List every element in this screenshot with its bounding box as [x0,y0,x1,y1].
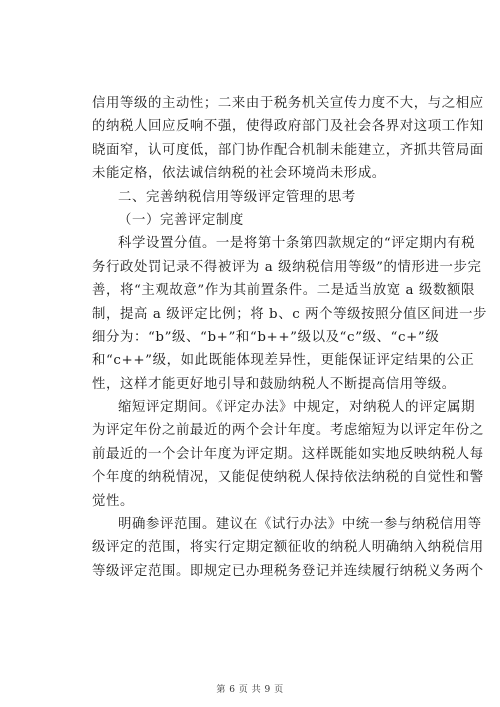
text-line: 前最近的一个会计年度为评定期。这样既能如实地反映纳税人每 [92,446,484,462]
text-line: 科学设置分值。一是将第十条第四款规定的“评定期内有税 [118,236,476,252]
text-line: 级评定的范围，将实行定期定额征收的纳税人明确纳入纳税信用 [92,540,484,556]
page-footer: 第 6 页 共 9 页 [216,685,284,695]
section-heading: 二、完善纳税信用等级评定管理的思考 [118,189,356,205]
text-line: 和“c++”级，如此既能体现差异性，更能保证评定结果的公正 [92,353,475,369]
text-line: 未能定格，依法诚信纳税的社会环境尚未形成。 [92,166,386,182]
text-line: 善，将“主观故意”作为其前置条件。二是适当放宽 a 级数额限 [92,283,475,299]
text-line: 务行政处罚记录不得被评为 a 级纳税信用等级”的情形进一步完 [92,259,482,275]
subsection-heading: （一）完善评定制度 [118,212,244,228]
text-line: 的纳税人回应反响不强，使得政府部门及社会各界对这项工作知 [92,119,484,135]
text-line: 等级评定范围。即规定已办理税务登记并连续履行纳税义务两个 [92,563,484,579]
text-line: 缩短评定期间。《评定办法》中规定，对纳税人的评定属期 [118,400,476,416]
text-line: 个年度的纳税情况，又能促使纳税人保持依法纳税的自觉性和警 [92,470,484,486]
text-line: 信用等级的主动性；二来由于税务机关宣传力度不大，与之相应 [92,96,484,111]
text-line: 制，提高 a 级评定比例；将 b、c 两个等级按照分值区间进一步 [92,306,488,322]
text-line: 晓面窄，认可度低，部门协作配合机制未能建立，齐抓共管局面 [92,142,484,158]
text-line: 细分为：“b”级、“b+”和“b++”级以及“c”级、“c+”级 [92,329,440,345]
text-line: 明确参评范围。建议在《试行办法》中统一参与纳税信用等 [118,517,482,533]
text-line: 为评定年份之前最近的两个会计年度。考虑缩短为以评定年份之 [92,423,484,439]
document-body [92,92,488,583]
text-line: 觉性。 [92,493,134,509]
text-line: 性，这样才能更好地引导和鼓励纳税人不断提高信用等级。 [92,376,456,392]
